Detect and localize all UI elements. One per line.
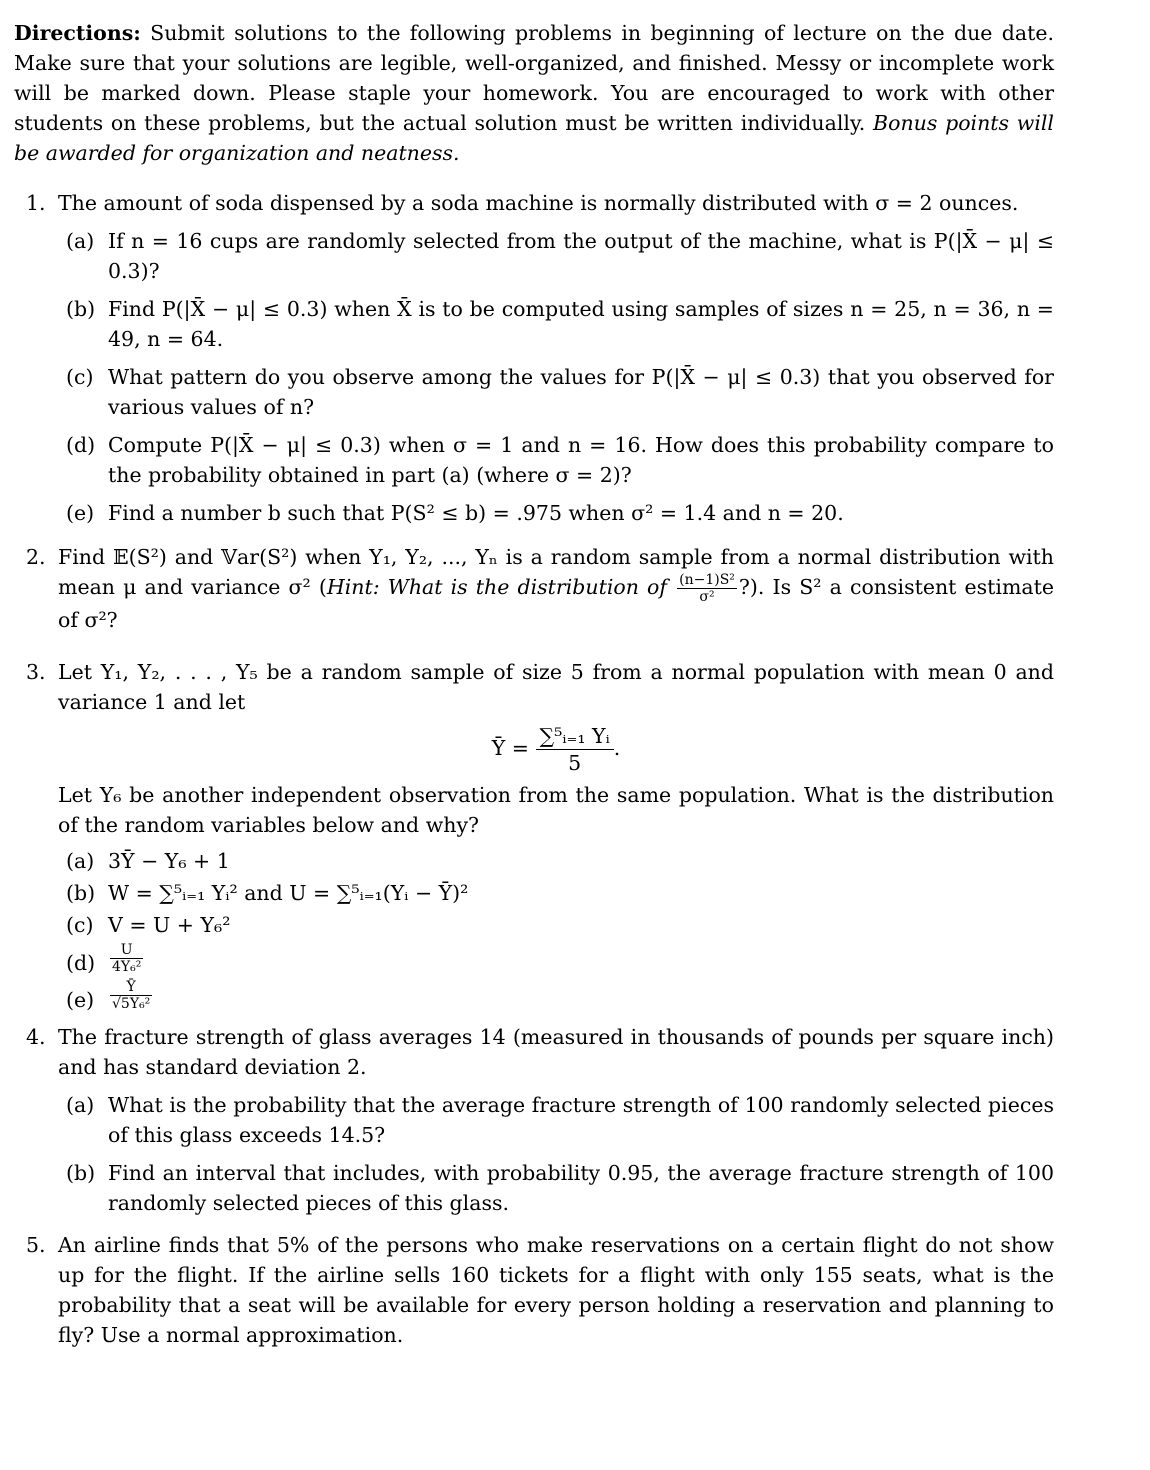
part-e-fraction [110, 979, 152, 1012]
problem-3-part-b [58, 878, 1054, 908]
part-text: Find an interval that includes, with probability 0.95, the average fracture strength of 100 randomly selected pieces of this glass. [108, 1161, 1054, 1215]
problem-number: 4. [26, 1025, 46, 1049]
fraction-denominator: √5Y₆² [112, 996, 151, 1012]
problem-1 [14, 188, 1054, 528]
problem-3-text-1: Let Y₁, Y₂, . . . , Y₅ be a random sample of size 5 from a normal population with mean 0 and variance 1 and let [58, 660, 1054, 714]
equation-period: . [613, 736, 621, 760]
fraction-numerator: Ȳ [110, 979, 152, 996]
distribution-fraction [677, 572, 737, 605]
problem-3-parts [58, 846, 1054, 1012]
fraction-numerator: (n−1)S² [679, 572, 735, 588]
part-label: (b) [66, 1161, 96, 1185]
part-label: (d) [66, 951, 96, 975]
problem-4-text: The fracture strength of glass averages 14 (measured in thousands of pounds per square inch) and has standard deviation 2. [58, 1025, 1054, 1079]
problem-1-part-e [58, 498, 1054, 528]
homework-page [14, 18, 1054, 1350]
problem-1-part-c [58, 362, 1054, 422]
part-label: (a) [66, 229, 95, 253]
problem-4-parts [58, 1090, 1054, 1218]
equation-denominator: 5 [568, 751, 582, 775]
problem-1-stem: The amount of soda dispensed by a soda machine is normally distributed with σ = 2 ounces. [58, 191, 1019, 215]
problem-1-part-a [58, 226, 1054, 286]
part-text: Find a number b such that P(S² ≤ b) = .975 when σ² = 1.4 and n = 20. [108, 501, 844, 525]
problem-2 [14, 542, 1054, 635]
part-text: Compute P(|X̄ − μ| ≤ 0.3) when σ = 1 and n = 16. How does this probability compare to the probability obtained in part (a) (where σ = 2)? [108, 433, 1054, 487]
part-text: If n = 16 cups are randomly selected from the output of the machine, what is P(|X̄ − μ| ≤ 0.3)? [108, 229, 1054, 283]
problem-3-part-d [58, 942, 1054, 975]
part-d-fraction [110, 942, 143, 975]
problem-number: 2. [26, 545, 46, 569]
part-label: (c) [66, 365, 94, 389]
fraction-numerator: U [110, 942, 143, 959]
part-label: (a) [66, 849, 95, 873]
problem-1-part-d [58, 430, 1054, 490]
problem-3-part-e [58, 979, 1054, 1012]
part-label: (b) [66, 881, 96, 905]
part-label: (d) [66, 433, 96, 457]
equation-fraction [536, 723, 614, 776]
problem-3-part-c [58, 910, 1054, 940]
part-text: V = U + Y₆² [108, 913, 231, 937]
problem-3-part-a [58, 846, 1054, 876]
problem-1-part-b [58, 294, 1054, 354]
part-text: W = ∑⁵ᵢ₌₁ Yᵢ² and U = ∑⁵ᵢ₌₁(Yᵢ − Ȳ)² [108, 881, 469, 905]
part-label: (a) [66, 1093, 95, 1117]
mean-equation [58, 723, 1054, 776]
problem-2-text-1: Find 𝔼(S²) and 𝕍ar(S²) when Y₁, Y₂, ..., Yₙ is a random sample from a normal distribution with mean μ and variance σ² ( [58, 545, 1054, 599]
bonus-note: Bonus points will be awarded for organization and neatness. [14, 111, 1054, 165]
directions-text: Submit solutions to the following problems in beginning of lecture on the due date. Make sure that your solutions are legible, well-organized, and finished. Messy or incomplete work will be marked down. Please staple your homework. You are encouraged to work with other students on these problems, but the actual solution must be written individually. [14, 21, 1054, 135]
part-label: (e) [66, 988, 95, 1012]
problem-4 [14, 1022, 1054, 1218]
problem-5 [14, 1230, 1054, 1350]
part-text: What is the probability that the average fracture strength of 100 randomly selected pieces of this glass exceeds 14.5? [108, 1093, 1054, 1147]
problem-5-text: An airline finds that 5% of the persons who make reservations on a certain flight do not show up for the flight. If the airline sells 160 tickets for a flight with only 155 seats, what is the probability that a seat will be available for every person holding a reservation and planning to fly? Use a normal approximation. [58, 1233, 1054, 1347]
problem-3-text-2: Let Y₆ be another independent observation from the same population. What is the distribution of the random variables below and why? [58, 783, 1054, 837]
part-label: (e) [66, 501, 95, 525]
part-label: (b) [66, 297, 96, 321]
equation-lhs: Ȳ = [491, 736, 529, 760]
directions-label: Directions: [14, 21, 141, 45]
problem-number: 1. [26, 191, 46, 215]
part-text: What pattern do you observe among the values for P(|X̄ − μ| ≤ 0.3) that you observed for various values of n? [108, 365, 1054, 419]
fraction-denominator: σ² [699, 589, 715, 605]
problem-2-text [58, 542, 1054, 635]
part-label: (c) [66, 913, 94, 937]
hint-text: Hint: What is the distribution of [326, 575, 667, 599]
problem-4-part-a [58, 1090, 1054, 1150]
problem-3 [14, 657, 1054, 1012]
equation-numerator: ∑⁵ᵢ₌₁ Yᵢ [536, 723, 614, 750]
problem-1-parts [58, 226, 1054, 528]
problem-2-text-2: ?). Is S² a consistent estimate of σ²? [58, 575, 1054, 632]
problem-number: 5. [26, 1233, 46, 1257]
part-text: 3Ȳ − Y₆ + 1 [108, 849, 230, 873]
problem-number: 3. [26, 660, 46, 684]
part-text: Find P(|X̄ − μ| ≤ 0.3) when X̄ is to be computed using samples of sizes n = 25, n = 36, n = 49, n = 64. [108, 297, 1054, 351]
problem-list [14, 188, 1054, 1350]
fraction-denominator: 4Y₆² [112, 959, 142, 975]
directions-paragraph [14, 18, 1054, 168]
problem-4-part-b [58, 1158, 1054, 1218]
